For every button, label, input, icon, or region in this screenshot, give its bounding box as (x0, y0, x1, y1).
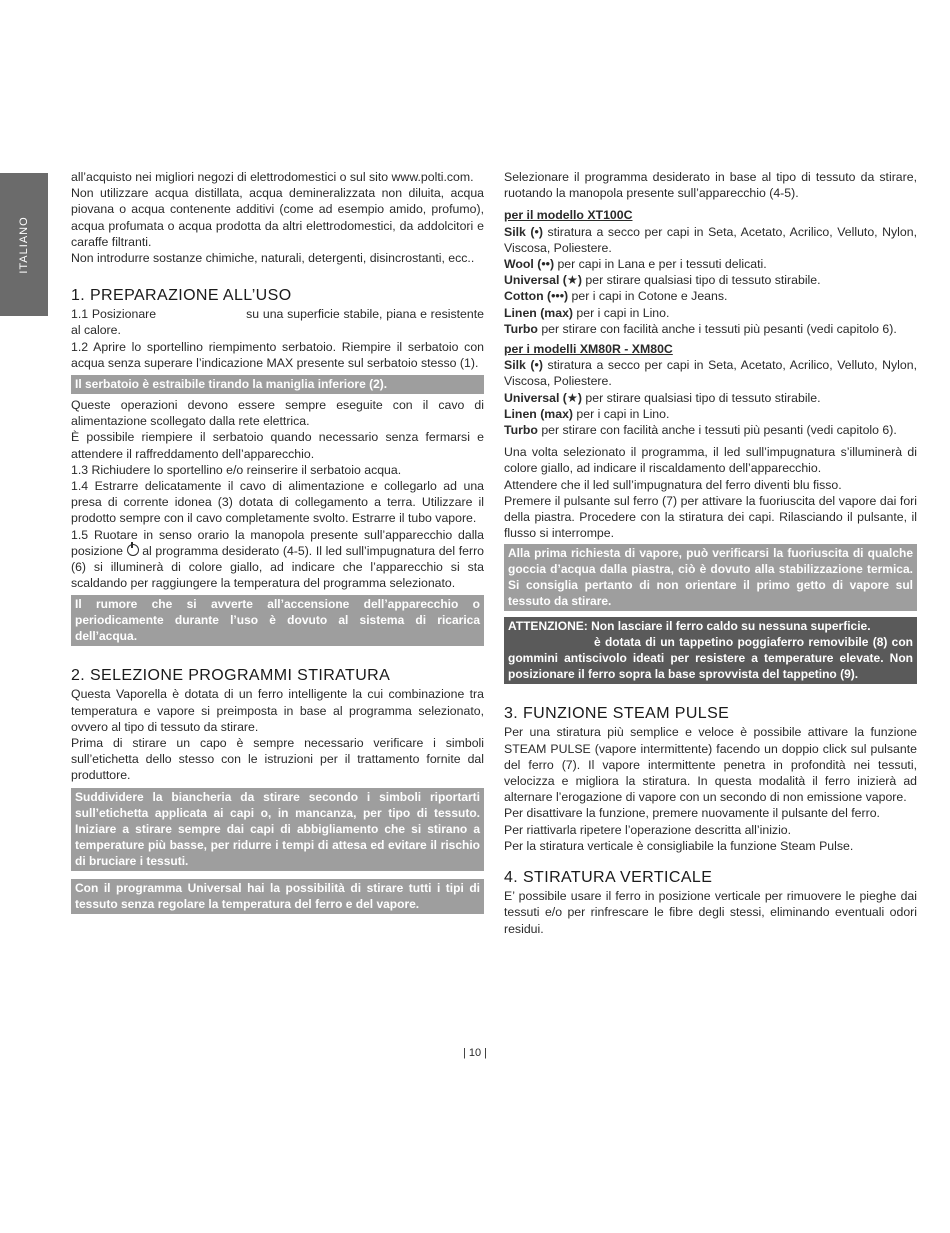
section-2-paragraph-2: Prima di stirare un capo è sempre necessario verificare i simboli sull’etichetta dello stesso con le istruzioni per il trattamento fornite dal produttore. (71, 736, 484, 783)
program-item (504, 321, 917, 337)
paragraph-refill: È possibile riempiere il serbatoio quando necessario senza fermarsi e attendere il raffreddamento dell’apparecchio. (71, 430, 484, 461)
program-name: Turbo (504, 321, 538, 336)
led-blue-paragraph: Attendere che il led sull’impugnatura del ferro diventi blu fisso. (504, 477, 842, 492)
program-description: per i capi in Lino. (573, 406, 670, 421)
program-name: Silk (•) (504, 358, 543, 373)
program-item (504, 406, 917, 422)
model-xm80-heading: per i modelli XM80R - XM80C (504, 342, 673, 357)
program-name: Universal (★) (504, 390, 582, 405)
program-item (504, 288, 917, 304)
step-1-1-end: su una superficie stabile, piana e resistente al calore. (71, 307, 484, 338)
program-item (504, 390, 917, 406)
step-1-2: 1.2 Aprire lo sportellino riempimento serbatoio. Riempire il serbatoio con acqua senza superare l’indicazione MAX presente sul serbatoio stesso (1). (71, 339, 484, 370)
program-list-xt100c (504, 224, 917, 337)
step-1-5-end: al programma desiderato (4-5). Il led sull’impugnatura del ferro (6) si illuminerà di colore giallo, ad indicare che l’apparecchio si sta scaldando per raggiungere la temperatura del programma selezionato. (71, 543, 485, 591)
section-2-paragraph-1: Questa Vaporella è dotata di un ferro intelligente la cui combinazione tra temperatura e vapore si preimposta in base al programma selezionato, ovvero al tipo di tessuto da stirare. (71, 687, 484, 734)
program-name: Linen (max) (504, 406, 574, 421)
section-3-paragraph-3: Per riattivarla ripetere l’operazione descritta all’inizio. (504, 822, 792, 837)
program-description: per i capi in Cotone e Jeans. (568, 289, 728, 304)
model-xt100c-heading: per il modello XT100C (504, 208, 633, 223)
step-1-4: 1.4 Estrarre delicatamente il cavo di alimentazione e collegarlo ad una presa di corrente idonea (3) dotata di collegamento a terra. Utilizzare il prodotto sempre con il cavo completamente svolto. Estrarre il tubo vapore. (71, 479, 484, 526)
section-3-paragraph-1: Per una stiratura più semplice e veloce è possibile attivare la funzione STEAM PULSE (vapore intermittente) facendo un doppio click sul pulsante del ferro (7). Il vapore intermittente penetra in profondità nei tessuti, velocizza e migliora la stiratura. In questa modalità il ferro inizierà ad alternare l’erogazione di vapore con un secondo di non emissione vapore. (504, 725, 917, 805)
program-description: per i capi in Lino. (573, 305, 670, 320)
section-4-title: 4. STIRATURA VERTICALE (504, 869, 713, 887)
note-first-steam: Alla prima richiesta di vapore, può verificarsi la fuoriuscita di qualche goccia d’acqua dalla piastra, ciò è dovuto alla stabilizzazione termica. Si consiglia pertanto di non orientare il primo getto di vapore sul tessuto da stirare. (504, 544, 917, 611)
right-column (504, 169, 917, 937)
section-2-title: 2. SELEZIONE PROGRAMMI STIRATURA (71, 667, 391, 685)
program-description: per stirare qualsiasi tipo di tessuto stirabile. (582, 273, 821, 288)
program-description: per stirare qualsiasi tipo di tessuto stirabile. (582, 390, 821, 405)
program-description: per capi in Lana e per i tessuti delicati. (554, 257, 767, 272)
page-number: | 10 | (462, 1047, 488, 1059)
program-description: per stirare con facilità anche i tessuti più pesanti (vedi capitolo 6). (537, 321, 897, 336)
program-intro: Selezionare il programma desiderato in base al tipo di tessuto da stirare, ruotando la manopola presente sull’apparecchio (4-5). (504, 170, 917, 201)
program-item (504, 224, 917, 256)
program-item (504, 422, 917, 438)
note-sort-laundry: Suddividere la biancheria da stirare secondo i simboli riportarti sull’etichetta applicata ai capi o, in mancanza, per tipo di tessuto. Iniziare a stirare sempre dai capi di abbigliamento che si stirano a temperature più basse, per ridurre i tempi di attesa ed evitare il rischio di bruciare i tessuti. (71, 788, 484, 871)
program-name: Cotton (•••) (504, 289, 569, 304)
program-name: Silk (•) (504, 224, 543, 239)
program-name: Universal (★) (504, 273, 582, 288)
language-tab-label: ITALIANO (18, 215, 30, 274)
left-column (71, 169, 484, 914)
program-name: Turbo (504, 423, 538, 438)
program-name: Wool (••) (504, 257, 555, 272)
led-yellow-paragraph: Una volta selezionato il programma, il led sull’impugnatura s’illuminerà di colore giallo, ad indicare il riscaldamento dell’apparecchio. (504, 445, 917, 476)
steam-button-paragraph: Premere il pulsante sul ferro (7) per attivare la fuoriuscita del vapore dai fori della piastra. Procedere con la stiratura dei capi. Rilasciando il pulsante, il flusso si interrompe. (504, 493, 917, 541)
section-3-paragraph-4: Per la stiratura verticale è consigliabile la funzione Steam Pulse. (504, 838, 854, 853)
note-tank-removable: Il serbatoio è estraibile tirando la maniglia inferiore (2). (71, 375, 484, 394)
step-1-1 (71, 306, 484, 338)
step-1-5-start: 1.5 Ruotare in senso orario la manopola presente sull’apparecchio dalla posizione (71, 527, 484, 558)
program-list-xm80 (504, 357, 917, 438)
program-description: stiratura a secco per capi in Seta, Acetato, Acrilico, Velluto, Nylon, Viscosa, Poliestere. (504, 358, 917, 389)
warning-hot-iron-body: è dotata di un tappetino poggiaferro removibile (8) con gommini antiscivolo ideati per resistere a temperature elevate. Non posizionare il ferro sopra la base sprovvista del tappetino (9). (508, 635, 913, 682)
section-4-paragraph-1: E’ possibile usare il ferro in posizione verticale per rimuovere le pieghe dai tessuti e/o per rinfrescare le fibre degli stessi, eliminando eventuali odori residui. (504, 889, 917, 936)
intro-paragraph-1: all’acquisto nei migliori negozi di elettrodomestici o sul sito www.polti.com. (71, 170, 474, 184)
warning-hot-iron (504, 617, 917, 684)
program-item (504, 305, 917, 321)
program-item (504, 272, 917, 288)
note-universal-program: Con il programma Universal hai la possibilità di stirare tutti i tipi di tessuto senza regolare la temperatura del ferro e del vapore. (71, 879, 484, 914)
program-item (504, 256, 917, 272)
section-1-title: 1. PREPARAZIONE ALL’USO (71, 287, 292, 305)
section-3-title: 3. FUNZIONE STEAM PULSE (504, 705, 730, 723)
program-description: stiratura a secco per capi in Seta, Acetato, Acrilico, Velluto, Nylon, Viscosa, Poliestere. (504, 224, 917, 255)
program-name: Linen (max) (504, 305, 574, 320)
program-item (504, 357, 917, 389)
step-1-1-start: 1.1 Posizionare (71, 307, 157, 322)
power-off-icon (127, 544, 139, 556)
warning-hot-iron-line-1: ATTENZIONE: Non lasciare il ferro caldo su nessuna superficie. (508, 619, 871, 634)
intro-paragraph-3: Non introdurre sostanze chimiche, naturali, detergenti, disincrostanti, ecc.. (71, 251, 475, 266)
step-1-3: 1.3 Richiudere lo sportellino e/o reinserire il serbatoio acqua. (71, 462, 402, 477)
step-1-5 (71, 527, 484, 592)
paragraph-unplug: Queste operazioni devono essere sempre eseguite con il cavo di alimentazione scollegato dalla rete elettrica. (71, 398, 484, 429)
program-description: per stirare con facilità anche i tessuti più pesanti (vedi capitolo 6). (537, 423, 897, 438)
intro-paragraph-2: Non utilizzare acqua distillata, acqua demineralizzata non diluita, acqua piovana o acqua contenente additivi (come ad esempio amido, profumo), acqua profumata o acqua prodotta da altri elettrodomestici, da addolcitori e caraffe filtranti. (71, 186, 484, 249)
section-3-paragraph-2: Per disattivare la funzione, premere nuovamente il pulsante del ferro. (504, 806, 880, 821)
language-tab (0, 173, 48, 316)
note-noise: Il rumore che si avverte all’accensione dell’apparecchio o periodicamente durante l’uso è dovuto al sistema di ricarica dell’acqua. (71, 595, 484, 646)
